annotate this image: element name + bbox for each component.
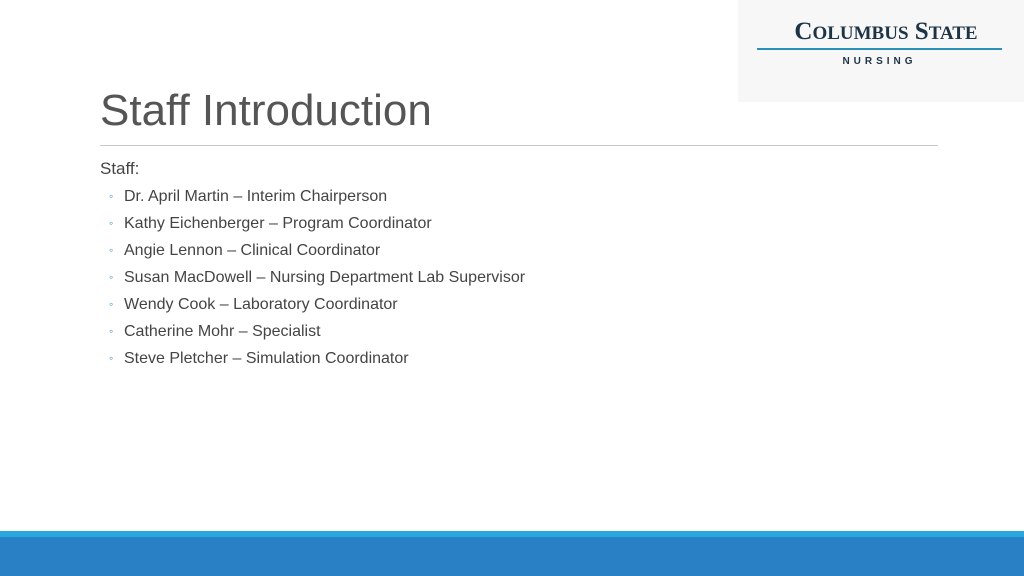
- list-item: [100, 264, 525, 291]
- staff-heading: Staff:: [100, 159, 140, 178]
- list-item-text: Catherine Mohr – Specialist: [124, 323, 321, 340]
- bullet-icon: ◦: [109, 324, 114, 338]
- list-item-text: Angie Lennon – Clinical Coordinator: [124, 242, 381, 259]
- bullet-icon: ◦: [109, 243, 114, 257]
- logo-wordmark: COLUMBUS STATE: [794, 18, 978, 45]
- slide-title: Staff Introduction: [100, 86, 432, 135]
- staff-list: [100, 183, 525, 372]
- list-item-text: Susan MacDowell – Nursing Department Lab Supervisor: [124, 269, 526, 286]
- list-item: [100, 345, 525, 372]
- bullet-icon: ◦: [109, 189, 114, 203]
- list-item: [100, 183, 525, 210]
- bullet-icon: ◦: [109, 216, 114, 230]
- list-item: [100, 291, 525, 318]
- list-item-text: Steve Pletcher – Simulation Coordinator: [124, 350, 409, 367]
- list-item: [100, 237, 525, 264]
- list-item-text: Kathy Eichenberger – Program Coordinator: [124, 215, 432, 232]
- logo-divider: [757, 48, 1002, 50]
- list-item-text: Dr. April Martin – Interim Chairperson: [124, 188, 388, 205]
- list-item-text: Wendy Cook – Laboratory Coordinator: [124, 296, 398, 313]
- title-divider: [100, 145, 938, 146]
- logo-subtitle: NURSING: [842, 56, 917, 67]
- slide-content: [100, 157, 525, 372]
- list-item: [100, 318, 525, 345]
- columbus-state-nursing-logo: [738, 0, 1024, 102]
- bullet-icon: ◦: [109, 297, 114, 311]
- list-item: [100, 210, 525, 237]
- bullet-icon: ◦: [109, 270, 114, 284]
- bullet-icon: ◦: [109, 351, 114, 365]
- footer-bar: [0, 537, 1024, 576]
